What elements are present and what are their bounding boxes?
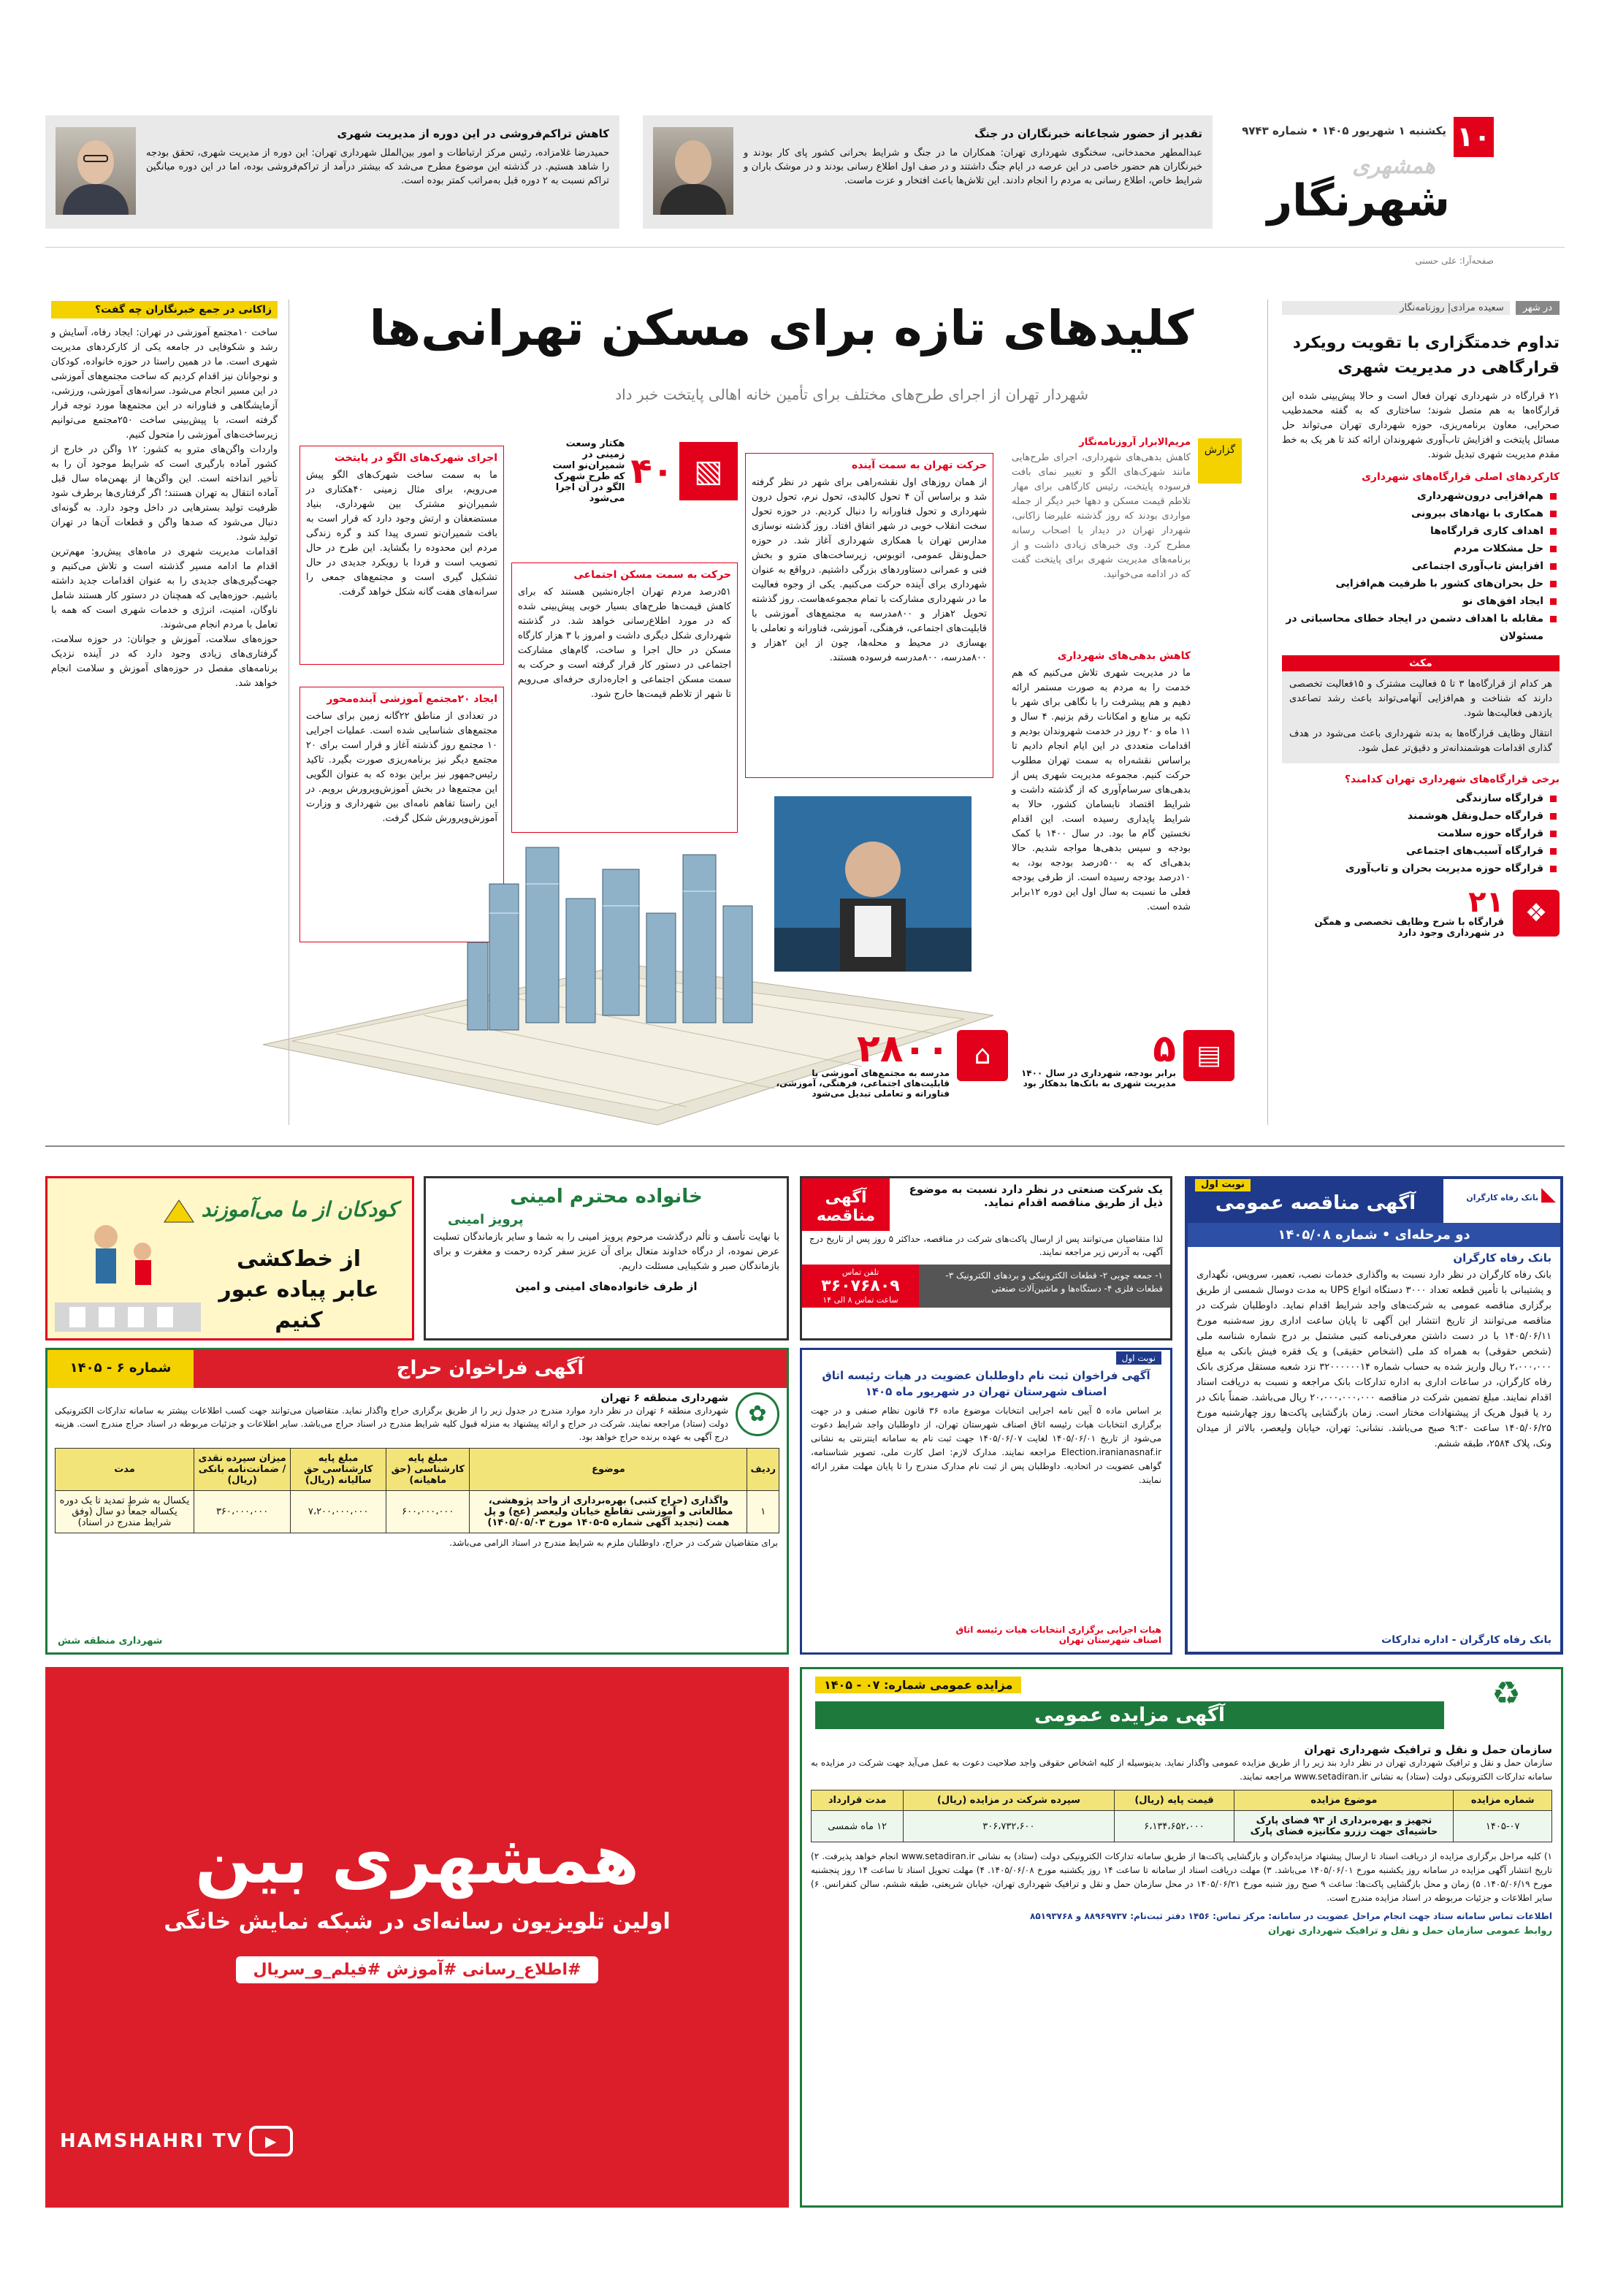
bank-logo-icon: ◣ — [1541, 1183, 1556, 1205]
condolence-name: پرویز امینی — [448, 1212, 524, 1227]
section-tag: در شهر — [1516, 301, 1560, 315]
bank-logo: ◣ بانک رفاه کارگران — [1443, 1179, 1560, 1223]
municipality-logo: ✿ — [736, 1392, 779, 1436]
editor-credit: صفحه‌آرا: علی حسنی — [1415, 256, 1494, 266]
mozayede-number: مزایده عمومی شماره: ۰۷ - ۱۴۰۵ — [815, 1677, 1021, 1693]
teaser-right-body: عبدالمطهر محمدخانی، سخنگوی شهرداری تهران: همکاران ما در جنگ و شرایط بحرانی کشور پای کار بودند و خبرنگاران هم حضور خاصی در این عرصه در ایام جنگ داشتند و در صف اول اطلاع رسانی بودند و در موشک باران و شرایط خاص، اطلاع رسانی به مردم را انجام دادند. این تلاش‌ها باعث افتخار و عزت ماست. — [744, 148, 1202, 186]
box3-body: در تعدادی از مناطق ۲۲گانه زمین برای ساخت مجتمع‌های شناسایی شده است. عملیات اجرایی ۱۰ مجتمع روز گذشته آغاز و قرار است برای ۲۰ مجتمع دیگر نیز برنامه‌ریزی صورت بگیرد. تاکید رئیس‌جمهور نیز براین بوده که به عنوان الگویی این مجتمع‌ها در بخش آموزش‌وپرورش برویم. در این راستا تفاهم نامه‌ای بین شهرداری و وزارت آموزش‌وپرورش شکل گرفت. — [306, 711, 497, 824]
main-subhead: شهردار تهران از اجرای طرح‌های مختلف برای تأمین خانه اهالی پایتخت خبر داد — [615, 386, 1088, 403]
mozayede-body: ۱) کلیه مراحل برگزاری مزایده از دریافت اسناد تا ارسال پیشنهاد مزایده‌گران و بازگشایی پاکت‌ها از طریق سامانه تدارکات الکترونیکی دولت (ستاد) به نشانی www.setadiran.ir انجام خواهد پذیرفت. ۲) تاریخ انتشار آگهی مزایده در سامانه روز یکشنبه مورخ ۱۴۰۵/۰۶/۰۱ می‌باشد. ۳) مهلت دریافت اسناد از سامانه تا ساعت ۱۴ روز یکشنبه مورخ ۱۴۰۵/۰۶/۰۸. ۴) مهلت تحویل اسناد تا ساعت ۱۴ روز پنجشنبه مورخ ۱۴۰۵/۰۶/۱۹. ۵) زمان و محل بازگشایی پاکت‌ها: ساعت ۹ صبح روز شنبه مورخ ۱۴۰۵/۰۶/۲۱ در محل سازمان حمل و نقل و ترافیک شهرداری تهران، خیابان شریعتی، طبقه ششم، سالن کنفرانس. ۶) سایر اطلاعات و جزئیات مربوطه در اسناد مزایده مندرج است. — [811, 1851, 1552, 1903]
stat-text: قرارگاه با شرح وظایف تخصصی و همگن در شهرداری وجود دارد — [1314, 917, 1504, 939]
table-header: شماره مزایده — [1454, 1790, 1552, 1811]
list-item: قرارگاه سازندگی — [1282, 790, 1560, 807]
area-icon: ▧ — [679, 442, 738, 500]
column-a — [745, 453, 993, 778]
stat40-value: ۴۰ — [630, 451, 673, 492]
haraj-footer: برای متقاضیان شرکت در حراج، داوطلبان ملزم به شرایط مندرج در اسناد الزامی می‌باشد. — [449, 1538, 778, 1548]
haraj-body: شهرداری منطقه ۶ تهران در نظر دارد موارد مندرج در جدول زیر را از طریق برگزاری حراج واگذار نماید. متقاضیان می‌توانند جهت کسب اطلاعات بیشتر به سامانه تدارکات الکترونیکی دولت (ستاد) مراجعه نمایند. شرکت در حراج و ارائه پیشنهاد به منزله قبول کلیه شرایط مندرج در اسناد حراج می‌باشد. سایر اطلاعات و جزئیات مربوطه در اسناد حراج مندرج است. هزینه درج آگهی به عهده برنده حراج خواهد بود. — [55, 1406, 728, 1442]
byline: مریم‌الابرار آروزنامه‌نگار — [1079, 437, 1191, 448]
sidebar-body: ۲۱ قرارگاه در شهرداری تهران فعال است و حالا پیش‌بینی شده این قرارگاه‌ها به هم متصل شوند؛ ساختاری که به گفته محمدطیب صحرایی، معاون برنامه‌ریزی، حوزه شهرداری تهران می‌تواند حل مسائل پایتخت و افزایش تاب‌آوری شهروندان ارائه کند تا هر یک به خط مقدم مدیریت شهری تبدیل شوند. — [1282, 391, 1560, 460]
list-item: قرارگاه حوزه مدیریت بحران و تاب‌آوری — [1282, 860, 1560, 877]
spokesman-photo — [653, 127, 733, 215]
intro-column — [1012, 437, 1191, 649]
condolence-body: با نهایت تأسف و تألم درگذشت مرحوم پرویز امینی را به شما و سایر بازماندگان تسلیت عرض نموده، از درگاه خداوند متعال برای آن عزیز سفر کرده رحمت و مغفرت و برای بازماندگان صبر و شکیبایی مسئلت داریم. — [433, 1232, 779, 1272]
mozayede-intro: سازمان حمل و نقل و ترافیک شهرداری تهران در نظر دارد بند زیر را از طریق مزایده عمومی واگذار نماید. بدینوسیله از کلیه اشخاص حقوقی واجد صلاحیت دعوت به عمل می‌آید جهت شرکت در مزایده به سامانه تدارکات الکترونیکی دولت (ستاد) به نشانی www.setadiran.ir مراجعه نمایند. — [811, 1758, 1552, 1782]
haraj-org: شهرداری منطقه ۶ تهران — [600, 1392, 728, 1404]
sidebar-list-title: کارکردهای اصلی قرارگاه‌های شهرداری — [1362, 471, 1560, 483]
table-header: موضوع — [470, 1449, 747, 1491]
list-item: افزایش تاب‌آوری اجتماعی — [1282, 557, 1560, 575]
main-headline: کلیدهای تازه برای مسکن تهرانی‌ها — [369, 300, 1194, 356]
column-divider — [1267, 300, 1268, 1125]
mozayede-org: سازمان حمل و نقل و ترافیک شهرداری تهران — [1304, 1743, 1552, 1756]
table-header: مدت قرارداد — [812, 1790, 904, 1811]
mozayede-title: آگهی مزایده عمومی — [815, 1701, 1444, 1729]
sidebar-list — [1282, 487, 1560, 645]
tender-body: بانک رفاه کارگران در نظر دارد نسبت به واگذاری خدمات نصب، تعمیر، سرویس، نگهداری و پشتیبانی با تأمین قطعه تعداد ۳۰۰۰ دستگاه انواع UPS به مدت دوسال شمسی از طریق برگزاری مناقصه عمومی به شرکت‌های واجد شرایط اقدام نماید. داوطلبان شرکت در مناقصه می‌توانند از تاریخ انتشار این آگهی تا پایان ساعت اداری روز سه‌شنبه مورخ ۱۴۰۵/۰۶/۱۱ با در دست داشتن معرفی‌نامه کتبی مشتمل بر درج شماره شناسه ملی (شخص حقوقی) به همراه کد ملی (اشخاص حقیقی) و یک فقره فیش بانکی به مبلغ ۲،۰۰۰،۰۰۰ ریال واریز شده به حساب شماره ۳۲۰۰۰۰۰۰۱۴ نزد شعبه مستقل مرکزی بانک رفاه کارگران، در ساعات اداری به اداره تدارکات بانک مراجعه و نسبت به دریافت اسناد اقدام نمایند. مبلغ تضمین شرکت در مناقصه ۲۰،۰۰۰،۰۰۰،۰۰۰ ریال می‌باشد. ضمناً بانک در رد یا قبول هریک از پیشنهادات مختار است. زمان بازگشایی پاکت‌ها روز چهارشنبه مورخ ۱۴۰۵/۰۶/۲۵ ساعت ۹:۳۰ صبح می‌باشد. نشانی: تهران، خیابان ولیعصر، بالاتر از میدان ونک، پلاک ۲۵۸۴، طبقه ششم. — [1196, 1270, 1552, 1449]
list-item: قرارگاه آسیب‌های اجتماعی — [1282, 842, 1560, 860]
box1-body: ما به سمت ساخت شهرک‌های الگو پیش می‌رویم، برای مثال زمینی ۴۰هکتاری در شمیران‌نو مشترک بین شهرداری، بنیاد مستضعفان و ارتش وجود دارد که قرار است به بافت شمیران‌نو تسری پیدا کند و گره زندگی مردم این محدوده را بگشاید. این طرح در حال تصویب است و فردا با رویکرد جدیدی در حال تشکیل گیری است و مجتمع‌های جمعی را سرانه‌های هفت گانه شکل خواهد گرفت. — [306, 470, 497, 598]
report-tag: گزارش — [1198, 438, 1242, 484]
ad-kids-safety[interactable] — [45, 1176, 414, 1340]
table-row: ۱۴۰۵-۰۷ تجهیز و بهره‌برداری از ۹۳ فضای پارک حاشیه‌ای جهت رزرو مکانیزه فضای پارک ۶،۱۳۴،۶۵۲،۰۰۰ ۳۰۶،۷۳۲،۶۰۰ ۱۲ ماه شمسی — [812, 1811, 1552, 1842]
sidebar-byline: سعیده مرادی| روزنامه‌نگار — [1282, 301, 1510, 315]
column-b — [1012, 650, 1191, 1001]
industrial-items: ۱- جمعه چوبی ۲- قطعات الکترونیکی و بردهای الکترونیک ۳- قطعات فلزی ۴- دستگاه‌ها و ماشین‌آلات صنعتی — [945, 1270, 1163, 1294]
list-item: هم‌افزایی درون‌شهرداری — [1282, 487, 1560, 505]
kids-crossing-illustration — [55, 1193, 201, 1332]
kids-body: از خط‌کشی عابر پیاده عبور کنیم — [218, 1246, 379, 1333]
sidebar-right — [1282, 301, 1560, 1126]
table-header: مبلغ پایه کارشناسی حق سالیانه (ریال) — [291, 1449, 386, 1491]
election-title: آگهی فراخوان ثبت نام داوطلبان عضویت در هیات رئیسه اتاق اصناف شهرستان تهران در شهریور ماه ۱۴۰۵ — [822, 1369, 1150, 1398]
table-header: سپرده شرکت در مزایده (ریال) — [904, 1790, 1114, 1811]
ad-condolence[interactable] — [424, 1176, 789, 1340]
sidebar-title: تداوم خدمتگزاری با تقویت رویکرد قرارگاهی در مدیریت شهری — [1292, 334, 1560, 377]
industrial-phone[interactable]: ۳۶۰۷۶۸۰۹ — [821, 1277, 900, 1295]
table-row: ۱ واگذاری (حراج کتبی) بهره‌برداری از واحد پژوهشی، مطالعاتی و آموزشی تقاطع خیابان ولیعصر (عج) و پل همت (تجدید آگهی شماره ۵-۱۴۰۵ مورخ ۱۴۰۵/۰۵/۰۳) ۶۰۰،۰۰۰،۰۰۰ ۷،۲۰۰،۰۰۰،۰۰۰ ۳۶۰،۰۰۰،۰۰۰ یکسال به شرط تمدید تا یک دوره یکساله جمعاً دو سال (وفق شرایط مندرج در اسناد) — [56, 1491, 779, 1533]
box3-title: ایجاد ۲۰مجتمع آموزشی آینده‌محور — [327, 693, 497, 705]
header-rule — [45, 247, 1565, 248]
box-model-towns — [299, 446, 504, 665]
stat-21 — [1282, 885, 1560, 939]
stat-40 — [511, 431, 738, 511]
table-header: مبلغ پایه کارشناسی (حق ماهیانه) — [386, 1449, 470, 1491]
ads-rule — [45, 1145, 1565, 1147]
mokhat-box — [1282, 655, 1560, 763]
box2-body: ۵۱درصد مردم تهران اجاره‌نشین هستند که برای کاهش قیمت‌ها طرح‌های بسیار خوبی پیش‌بینی شده که در مورد اطلاع‌رسانی خواهد شد. در گذشته شهرداری شکل دیگری داشت و امروز با ۳ هزار کارگاه مسکن در حال اجرا و ساخت، گام‌های مشارکت اجتماعی در دستور کار قرار گرفته است و حرکت به سمت مسکن اجتماعی و اجاره‌داری حرفه‌ای می‌رویم تا شهر از تلاطم قیمت‌ها خارج شود. — [518, 587, 731, 700]
sidebar-list2-title: برخی قرارگاه‌های شهرداری تهران کدامند؟ — [1344, 774, 1560, 785]
transport-logo-icon: ♻ — [1492, 1675, 1521, 1712]
table-header: ردیف — [747, 1449, 779, 1491]
stat-text: برابر بودجه، شهرداری در سال ۱۴۰۰ مدیریت شهری به بانک‌ها بدهکار بود — [1020, 1068, 1176, 1088]
tv-tags: #اطلاع_رسانی #آموزش #فیلم_و_سریال — [236, 1956, 599, 1983]
ad-hamshahri-tv[interactable] — [45, 1667, 789, 2208]
ad-auction-transport[interactable] — [800, 1667, 1563, 2208]
teaser-right-title: تقدیر از حضور شجاعانه خبرنگاران در جنگ — [974, 127, 1202, 140]
table-header: قیمت پایه (ریال) — [1114, 1790, 1234, 1811]
col-b-body: ما در مدیریت شهری تلاش می‌کنیم که هم خدمت را به مردم به صورت مستمر ارائه دهیم و هم پیشرفت را با نگاهی برای شهر با تکیه بر منابع و امکانات رقم بزنیم. ۴ سال و ۱۱ ماه و ۲۰ روز در خدمت شهروندان بودیم و اقدامات متعددی در این ایام انجام دادیم تا براساس نقشه‌راه به سمت تهران مطلوب حرکت کنیم. مجموعه مدیریت شهری پس از بدهی‌های سرسام‌آوری که از گذشته داشت و شرایط اقتصاد نابسامان کشور، حالا به شرایط پایداری رسیده است. این اقدام نخستین گام ما بود. در سال ۱۴۰۰ با کمک بودجه و سپس بدهی‌ها مواجه شدیم. حالا بدهی‌ای که به ۵۰۰درصد بودجه بود، به ۱۰درصد بودجه رسیده است. از طرفی بودجه فعلی ما نسبت به سال اول این دوره ۱۲برابر شده است. — [1012, 668, 1191, 912]
industrial-time: ساعت تماس ۸ الی ۱۴ — [822, 1295, 898, 1305]
school-icon: ⌂ — [957, 1030, 1008, 1081]
table-header: مدت — [56, 1449, 194, 1491]
mokhat-item: هر کدام از قرارگاه‌ها ۳ تا ۵ فعالیت مشترک و ۱۵فعالیت تخصصی دارند که شناخت و هم‌افزایی آنهامی‌تواند باعث رشد تصاعدی یازدهی فعالیت‌ها شود. — [1289, 679, 1552, 719]
list-item: قرارگاه حمل‌ونقل هوشمند — [1282, 807, 1560, 825]
condolence-footer: از طرف خانواده‌های امینی و امین — [515, 1280, 698, 1293]
teaser-left-title: کاهش تراکم‌فروشی در این دوره از مدیریت شهری — [337, 127, 609, 140]
list-item: مقابله با اهداف دشمن در ایجاد خطای محاسباتی در مسئولان — [1282, 610, 1560, 645]
ad-tender-industrial[interactable] — [800, 1176, 1172, 1340]
list-item: اهداف کاری قرارگاه‌ها — [1282, 522, 1560, 540]
official-photo — [56, 127, 136, 215]
list-item: ایجاد افق‌های نو — [1282, 592, 1560, 610]
table-header: موضوع مزایده — [1234, 1790, 1454, 1811]
tv-logo-icon: ▶ — [249, 2126, 293, 2156]
ad-auction-tender[interactable] — [45, 1348, 789, 1655]
industrial-phone-label: تلفن تماس — [841, 1267, 879, 1277]
mokhat-label: مکث — [1282, 655, 1560, 671]
stat-value: ۵ — [1153, 1027, 1176, 1071]
box1-title: اجرای شهرک‌های الگو در پایتخت — [334, 452, 497, 464]
date-line: یکشنبه ۱ شهریور ۱۴۰۵ • شماره ۹۷۴۳ — [1242, 124, 1446, 137]
industrial-body: لذا متقاضیان می‌توانند پس از ارسال پاکت‌های شرکت در مناقصه، حداکثر ۵ روز پس از تاریخ درج آگهی، به آدرس زیر مراجعه نمایند. — [809, 1234, 1163, 1257]
haraj-title: آگهی فراخوان حراج — [194, 1350, 787, 1388]
sidebar-list2 — [1282, 790, 1560, 877]
mokhat-item: انتقال وظایف قرارگاه‌ها به بدنه شهرداری باعث می‌شود در هدف گذاری اقدامات هوشمندانه‌تر و دقیق‌تر عمل شود. — [1289, 728, 1552, 754]
haraj-number: شماره ۶ - ۱۴۰۵ — [47, 1350, 194, 1388]
brand-top: همشهری — [1352, 153, 1435, 179]
teaser-left[interactable] — [45, 115, 619, 229]
sidebar-left-title: زاکانی در جمع خبرنگاران چه گفت؟ — [51, 301, 278, 319]
sidebar-left — [51, 301, 278, 1112]
stat-text: مدرسه به مجتمع‌های آموزشی با قابلیت‌های اجتماعی، فرهنگی، آموزشی، فناورانه و تعاملی تبدیل می‌شود — [776, 1068, 950, 1099]
stat-2800 — [774, 1027, 1008, 1125]
box2-title: حرکت به سمت مسکن اجتماعی — [573, 569, 731, 581]
mozayede-contact: اطلاعات تماس سامانه ستاد جهت انجام مراحل عضویت در سامانه: مرکز تماس: ۱۴۵۶ دفتر ثبت‌نام: ۸۸۹۶۹۷۳۷ و ۸۵۱۹۳۷۶۸ — [1030, 1911, 1552, 1921]
stat-value: ۲۱ — [1468, 885, 1504, 919]
table-header: میزان سپرده نقدی / ضمانت‌نامه بانکی (ریال) — [194, 1449, 291, 1491]
list-item: قرارگاه حوزه سلامت — [1282, 825, 1560, 842]
list-item: همکاری با نهادهای بیرونی — [1282, 505, 1560, 522]
teaser-right[interactable] — [643, 115, 1213, 229]
election-footer: هیات اجرایی برگزاری انتخابات هیات رئیسه اتاق اصناف شهرستان تهران — [955, 1625, 1161, 1645]
page-number: ۱۰ — [1454, 117, 1494, 157]
stat40-text: هکتار وسعت زمینی در شمیران‌نو است که طرح شهرک الگو در آن اجرا می‌شود — [552, 438, 625, 504]
money-icon: ▤ — [1183, 1030, 1234, 1081]
industrial-headline: یک شرکت صنعتی در نظر دارد نسبت به موضوع ذیل از طریق مناقصه اقدام نماید. — [909, 1183, 1163, 1209]
tender-footer: بانک رفاه کارگران - اداره تدارکات — [1381, 1634, 1551, 1646]
condolence-title: خانواده محترم امینی — [510, 1186, 703, 1208]
sidebar-left-body: ساخت ۱۰مجتمع آموزشی در تهران: ایجاد رفاه، آسایش و رشد و شکوفایی در جامعه یکی از کارکردهای مدیریت شهری است. ما در همین راستا در حوزه خانواده، کودکان و نوجوانان نیز اقدام کردیم که ساخت مجتمع‌های آموزشی در این مسیر انجام می‌شود. سرانه‌های آموزشی، ورزشی، آزمایشگاهی و فناورانه در این مجتمع‌ها مورد توجه قرار گرفته است، با پیش‌بینی ساخت ۲۵۰مجتمع می‌توانیم زیرساخت‌های آموزشی را متحول کنیم. واردات واگن‌های مترو به کشور: ۱۲ واگن در خارج از کشور آماده بارگیری است که شرایط موجود آن را به تأخیر انداخته است. این واگن‌ها از بهمن‌ماه سال قبل آماده انتقال به تهران هستند؛ اگر گرفتاری‌ها برطرف شود ظرفیت تولید بسترهایی در داخل وجود دارد. به گونه‌ای دنبال می‌شود که صدها واگن و قطعات آن‌ها در تهران تولید شود. اقدامات مدیریت شهری در ماه‌های پیش‌رو: مهم‌ترین اقدام ما ادامه مسیر گذشته است و تلاش می‌کنیم و جهت‌گیری‌های جدیدی را به عنوان اقدامات جدید داشته باشیم. حوزه‌هایی که همچنان در دستور کار هستند شامل ناوگان، امنیت، انرژی و خدمات شهری است که همه با تعامل با مردم انجام می‌شوند. حوزه‌های سلامت، آموزش و جوانان: در حوزه سلامت، گرفتاری‌های زیادی وجود دارد که در آینده نزدیک برنامه‌های مفصل در حوزه‌های آموزش و سلامت انجام خواهد شد. — [51, 327, 278, 689]
list-item: حل بحران‌های کشور با ظرفیت هم‌افزایی — [1282, 575, 1560, 592]
teaser-left-body: حمیدرضا غلامزاده، رئیس مرکز ارتباطات و امور بین‌الملل شهرداری تهران: این دوره از مدیریت شهری، تحقق بودجه را شاهد هستیم. در گذشته این موضوع مطرح می‌شد که بیشتر درآمد از تراکم‌فروشی بوده، اما در این دوره میانگین تراکم نسبت به ۲ دوره قبل به‌مراتب کمتر بوده است. — [146, 148, 609, 186]
stat-5 — [1015, 1027, 1234, 1125]
industrial-title: آگهی مناقصه — [802, 1178, 890, 1231]
intro-text: کاهش بدهی‌های شهرداری، اجرای طرح‌هایی مانند شهرک‌های الگو و تغییر نمای بافت فرسوده پایتخت، رئیس کارگاهی برای مهار تلاطم قیمت مسکن و دهها خبر دیگر از جمله مواردی بودند که روز گذشته علیرضا زاکانی، شهردار تهران در دیدار با اصحاب رسانه مطرح کرد. وی خبرهای زیادی داشت و از برنامه‌های مدیریت شهری برای پایتخت گفت که در ادامه می‌خوانید. — [1012, 452, 1191, 580]
tv-title: همشهری بین — [194, 1820, 640, 1899]
tv-logo: ▶ HAMSHAHRI TV — [60, 2126, 293, 2156]
election-round: نوبت اول — [1116, 1351, 1161, 1365]
ad-tender-bank[interactable] — [1185, 1176, 1563, 1655]
tender-bank-name: بانک رفاه کارگران — [1453, 1251, 1551, 1265]
tender-round: نوبت اول — [1195, 1178, 1251, 1191]
tv-subtitle: اولین تلویزیون رسانه‌ای در شبکه نمایش خانگی — [164, 1909, 671, 1934]
haraj-table — [55, 1448, 779, 1533]
col-a-title: حرکت تهران به سمت آینده — [851, 459, 987, 471]
brand-logo: شهرنگار — [1267, 175, 1450, 226]
haraj-sign: شهرداری منطقه شش — [58, 1636, 163, 1647]
building-icon: ❖ — [1513, 890, 1560, 937]
col-a-body: از همان روزهای اول نقشه‌راهی برای شهر در نظر گرفته شد و براساس آن ۴ تحول کالبدی، تحول نرم، تحول درون شهرداری و تحول فناورانه را دنبال کردیم. در حوزه تحول سخت انقلاب خوبی در شهر اتفاق افتاد. روز گذشته نوسازی مدارس تهران با همکاری شهرداری آغاز شد. در حوزه حمل‌ونقل عمومی، اتوبوس، زیرساخت‌های مترو و بخش فنی و عمرانی دستاوردهای بزرگی داشتیم. درواقع به عنوان شهرداری برای آینده حرکت می‌کنیم. یکی از وجوه فعالیت ما در شهرداری مشارکت با تمام مجموعه‌هاست. روز گذشته تحویل ۲هزار و ۸۰۰مدرسه به مجتمع‌های آموزشی با قابلیت‌های اجتماعی، فرهنگی، آموزشی، فناورانه و تعاملی با بهسازی در محیط و محله‌ها، چون از این ۲هزار و ۸۰۰مدرسه، ۸۰۰مدرسه فرسوده هستند. — [752, 477, 988, 663]
tender-title: آگهی مناقصه عمومی — [1215, 1192, 1416, 1214]
mozayede-table — [811, 1790, 1552, 1842]
mozayede-sign: روابط عمومی سازمان حمل و نقل و ترافیک شهرداری تهران — [1267, 1926, 1552, 1937]
kids-title: کودکان از ما می‌آموزند — [201, 1197, 397, 1221]
election-body: بر اساس ماده ۵ آیین نامه اجرایی انتخابات موضوع ماده ۳۶ قانون نظام صنفی و در جهت برگزاری انتخابات هیات رئیسه اتاق اصناف شهرستان تهران، از داوطلبان واجد شرایط دعوت می‌شود از تاریخ ۱۴۰۵/۰۶/۰۱ لغایت ۱۴۰۵/۰۶/۰۷ جهت ثبت نام به سامانه اینترنتی به نشانی Election.iranianasnaf.ir مراجعه نمایند. مدارک لازم: اصل کارت ملی، تصویر شناسنامه، گواهی عضویت در اتحادیه. داوطلبان پس از ثبت نام مدارک مندرج را تا پایان مهلت مقرر ارائه نمایند. — [811, 1406, 1162, 1485]
tender-sub: دو مرحله‌ای • شماره ۱۴۰۵/۰۸ — [1188, 1223, 1560, 1247]
ad-election-call[interactable] — [800, 1348, 1172, 1655]
list-item: حل مشکلات مردم — [1282, 540, 1560, 557]
transport-logo — [1451, 1669, 1561, 1739]
col-b-title: کاهش بدهی‌های شهرداری — [1057, 650, 1191, 662]
stat-value: ۲۸۰۰ — [857, 1027, 950, 1071]
